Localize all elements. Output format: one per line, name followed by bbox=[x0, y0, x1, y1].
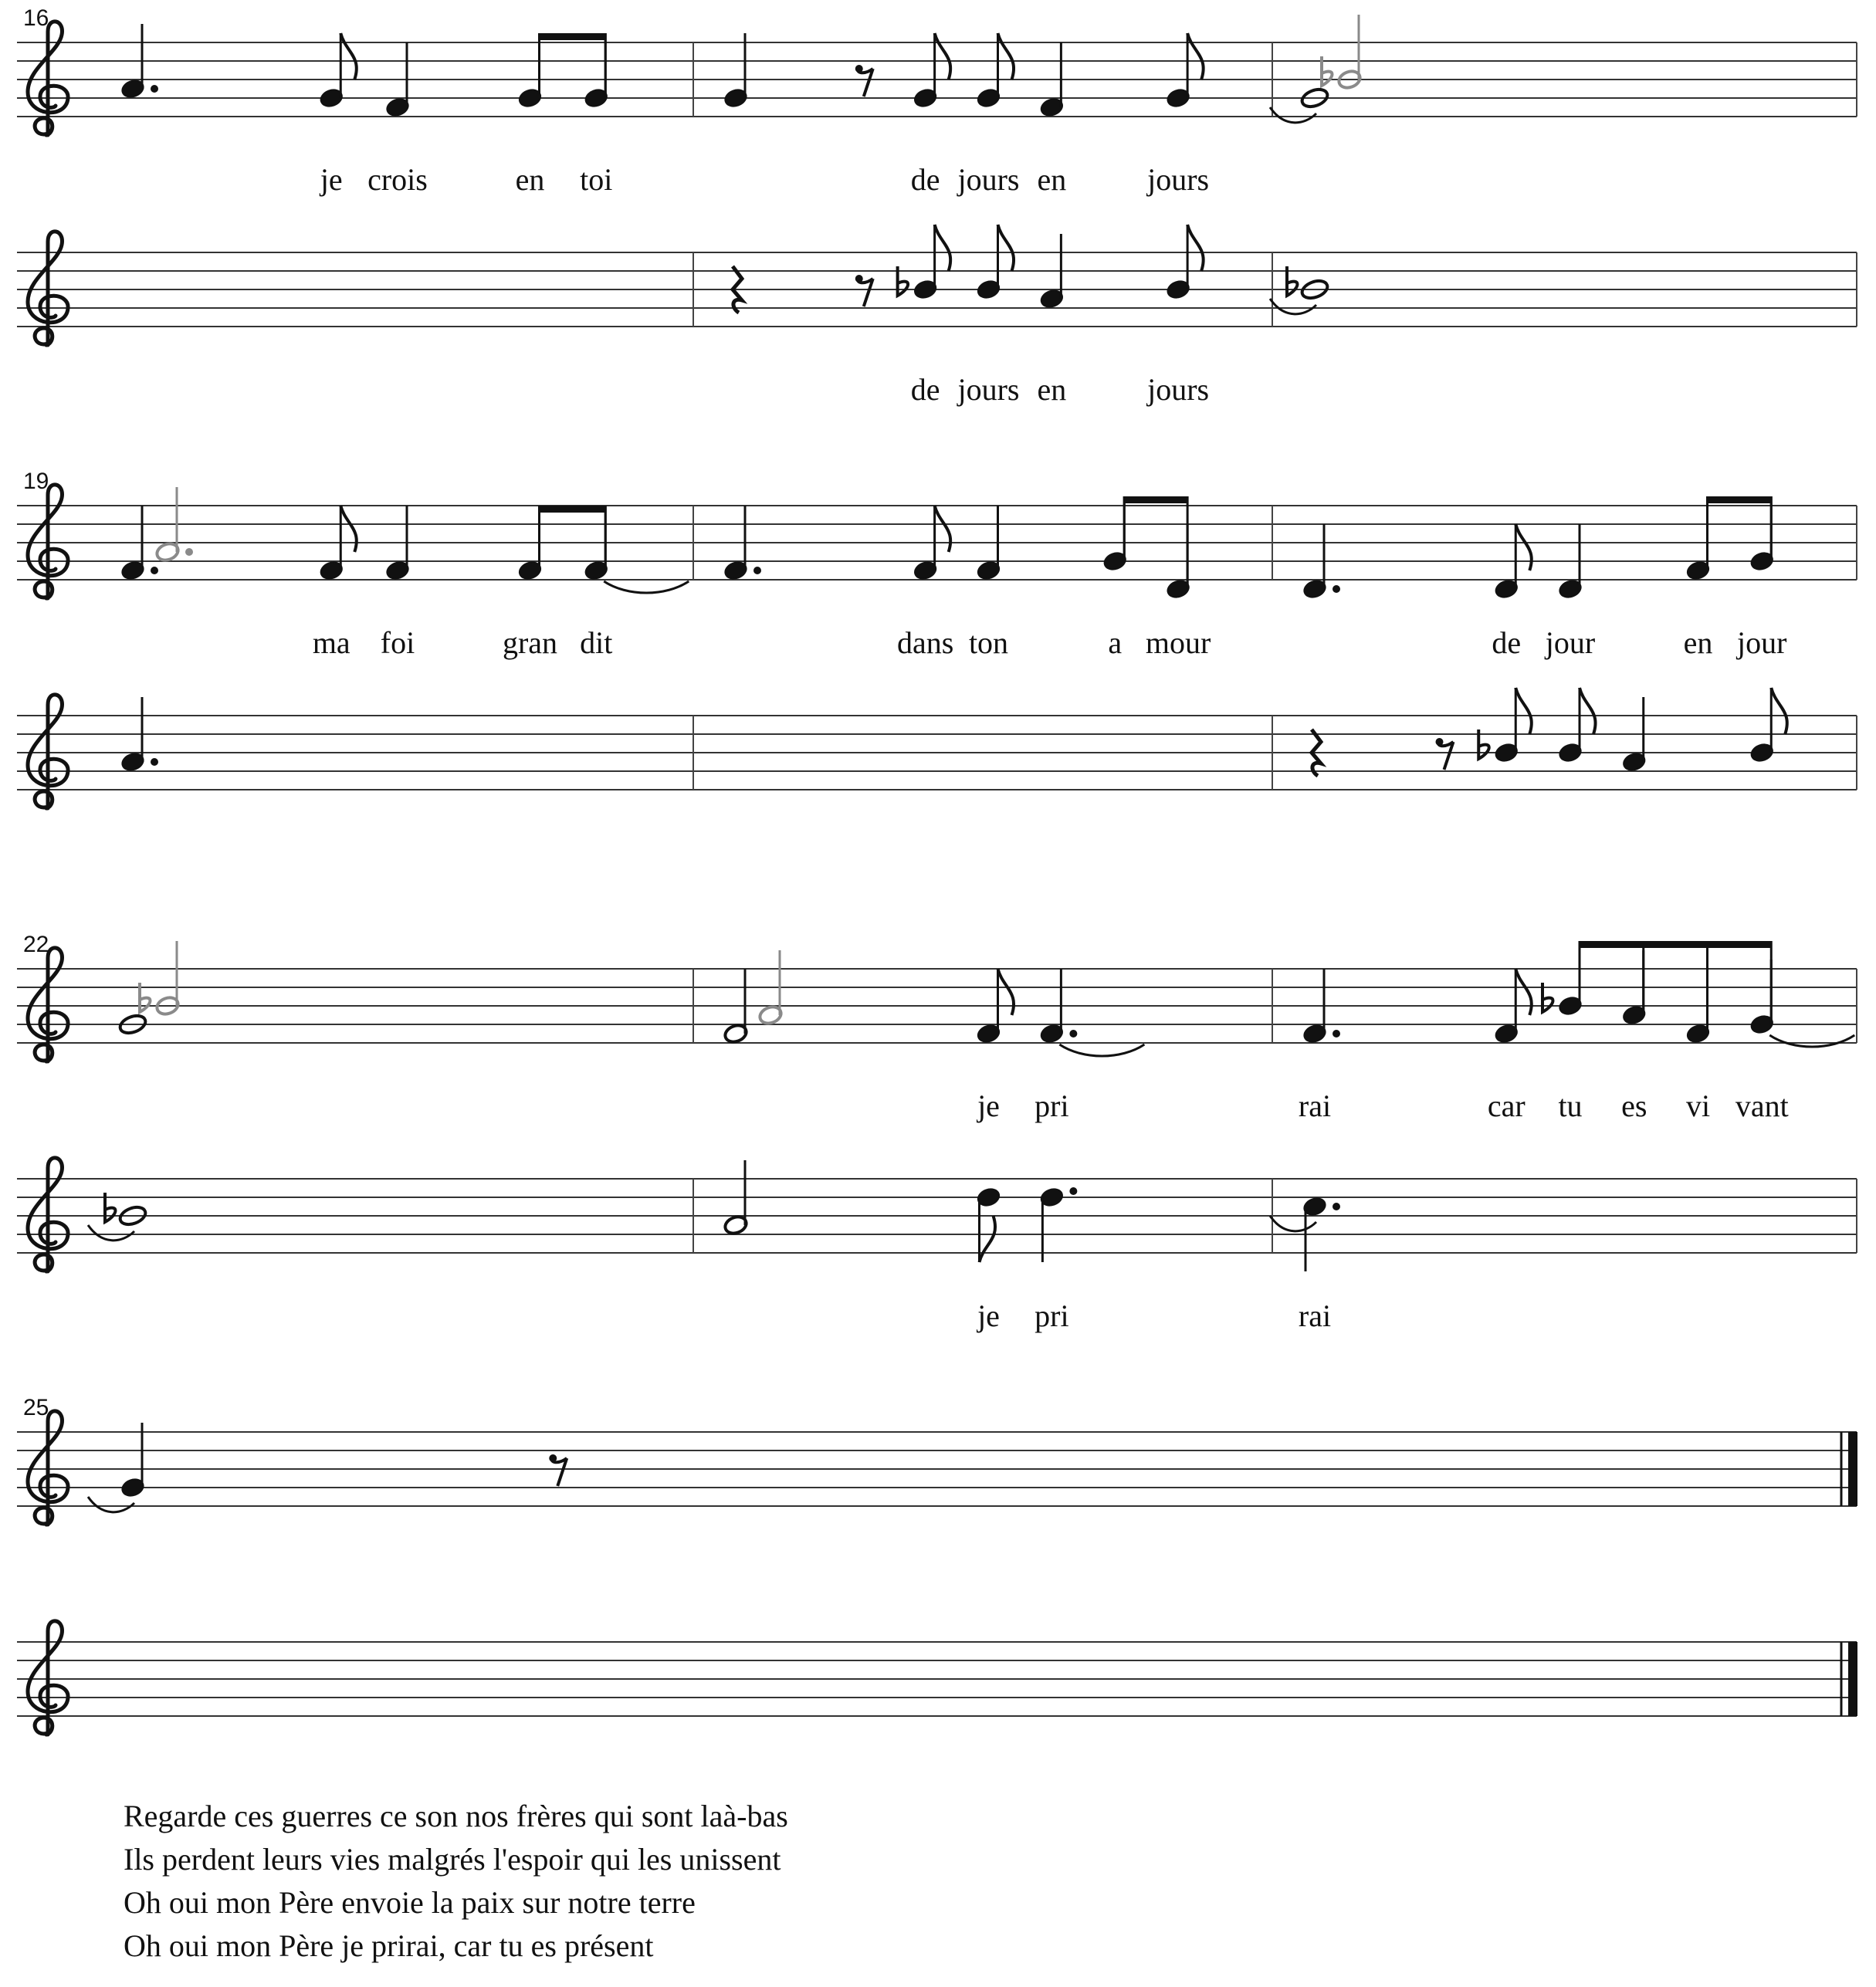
note bbox=[723, 1160, 748, 1236]
note bbox=[1302, 1196, 1340, 1271]
verse-line: Oh oui mon Père envoie la paix sur notre terre bbox=[124, 1885, 696, 1920]
note bbox=[1494, 524, 1532, 600]
lyric-syllable: je bbox=[977, 1298, 1000, 1333]
staff-upper bbox=[17, 941, 1857, 1123]
verse-line: Ils perdent leurs vies malgrés l'espoir qui les unissent bbox=[124, 1842, 781, 1877]
tie bbox=[88, 1225, 134, 1241]
measure-number: 16 bbox=[23, 5, 49, 31]
lyric-syllable: car bbox=[1487, 1088, 1526, 1123]
note bbox=[723, 33, 748, 109]
lyric-syllable: a bbox=[1108, 625, 1123, 660]
note bbox=[1039, 969, 1078, 1044]
lyric-syllable: ton bbox=[968, 625, 1009, 660]
staff-lower bbox=[17, 225, 1857, 407]
lyric-syllable: vi bbox=[1685, 1088, 1711, 1123]
beam bbox=[540, 33, 606, 40]
lyric-syllable: pri bbox=[1035, 1298, 1069, 1333]
staff-upper bbox=[17, 485, 1857, 660]
lyric-syllable: pri bbox=[1035, 1088, 1069, 1123]
note bbox=[120, 697, 158, 773]
lyric-syllable: je bbox=[320, 162, 343, 197]
lyric-syllable: je bbox=[977, 1088, 1000, 1123]
beam bbox=[1708, 496, 1772, 503]
note bbox=[1302, 524, 1340, 600]
lyric-syllable: crois bbox=[367, 162, 428, 197]
lyric-syllable: de bbox=[910, 372, 940, 407]
beam bbox=[1580, 941, 1771, 948]
beam bbox=[1124, 496, 1187, 503]
rest bbox=[1436, 738, 1454, 770]
note bbox=[976, 1186, 1001, 1262]
staff-upper bbox=[17, 15, 1857, 197]
measure-number: 19 bbox=[23, 469, 49, 494]
lyric-syllable: foi bbox=[380, 625, 415, 660]
lyric-syllable: en bbox=[1037, 372, 1067, 407]
tie bbox=[604, 581, 689, 593]
staff-lower bbox=[17, 1621, 1857, 1735]
system bbox=[17, 5, 1857, 407]
pencil-note bbox=[757, 950, 783, 1026]
note bbox=[319, 506, 357, 581]
note bbox=[384, 42, 410, 118]
measure-number: 25 bbox=[23, 1395, 49, 1420]
note bbox=[976, 506, 1001, 581]
lyric-syllable: de bbox=[1492, 625, 1522, 660]
system bbox=[17, 469, 1857, 808]
staff-lower bbox=[17, 1158, 1857, 1333]
system bbox=[17, 932, 1857, 1333]
tie bbox=[1270, 1216, 1316, 1231]
tie bbox=[1270, 299, 1316, 314]
lyric-syllable: jours bbox=[957, 372, 1020, 407]
beam bbox=[540, 506, 606, 513]
note bbox=[1621, 697, 1647, 773]
lyric-syllable: mour bbox=[1145, 625, 1211, 660]
rest bbox=[855, 65, 873, 96]
tie bbox=[1769, 1035, 1854, 1047]
lyric-syllable: gran bbox=[502, 625, 558, 660]
note bbox=[1494, 969, 1532, 1044]
lyric-syllable: jour bbox=[1545, 625, 1596, 660]
measure-number: 22 bbox=[23, 932, 49, 957]
lyric-syllable: jours bbox=[1147, 162, 1210, 197]
note bbox=[120, 506, 158, 581]
lyric-syllable: dit bbox=[580, 625, 613, 660]
note bbox=[384, 506, 410, 581]
lyric-syllable: toi bbox=[580, 162, 613, 197]
lyric-syllable: jours bbox=[957, 162, 1020, 197]
note bbox=[120, 24, 158, 100]
note bbox=[913, 506, 950, 581]
staff-upper bbox=[17, 1411, 1857, 1525]
system bbox=[17, 1395, 1857, 1735]
note bbox=[1557, 524, 1583, 600]
lyric-syllable: jours bbox=[1147, 372, 1210, 407]
note bbox=[1039, 42, 1065, 118]
lyric-syllable: vant bbox=[1735, 1088, 1789, 1123]
verse-line: Regarde ces guerres ce son nos frères qui sont laà-bas bbox=[124, 1799, 788, 1833]
note bbox=[723, 969, 748, 1044]
verse bbox=[124, 1795, 788, 1968]
rest bbox=[549, 1454, 567, 1486]
lyric-syllable: rai bbox=[1298, 1088, 1332, 1123]
staff-lower bbox=[17, 688, 1857, 808]
lyric-syllable: tu bbox=[1558, 1088, 1583, 1123]
lyric-syllable: dans bbox=[896, 625, 954, 660]
lyric-syllable: jour bbox=[1737, 625, 1787, 660]
lyric-syllable: en bbox=[1037, 162, 1067, 197]
lyric-syllable: en bbox=[515, 162, 545, 197]
rest bbox=[855, 275, 873, 306]
note bbox=[120, 1423, 145, 1498]
lyric-syllable: rai bbox=[1298, 1298, 1332, 1333]
lyric-syllable: en bbox=[1683, 625, 1713, 660]
note bbox=[723, 506, 761, 581]
pencil-note bbox=[154, 487, 193, 563]
lyric-syllable: ma bbox=[312, 625, 350, 660]
tie bbox=[1059, 1044, 1144, 1056]
verse-line: Oh oui mon Père je prirai, car tu es présent bbox=[124, 1928, 654, 1963]
note bbox=[1302, 969, 1340, 1044]
tie bbox=[1270, 107, 1316, 123]
tie bbox=[88, 1497, 134, 1512]
note bbox=[1039, 234, 1065, 310]
lyric-syllable: de bbox=[910, 162, 940, 197]
lyric-syllable: es bbox=[1621, 1088, 1647, 1123]
note bbox=[976, 969, 1014, 1044]
